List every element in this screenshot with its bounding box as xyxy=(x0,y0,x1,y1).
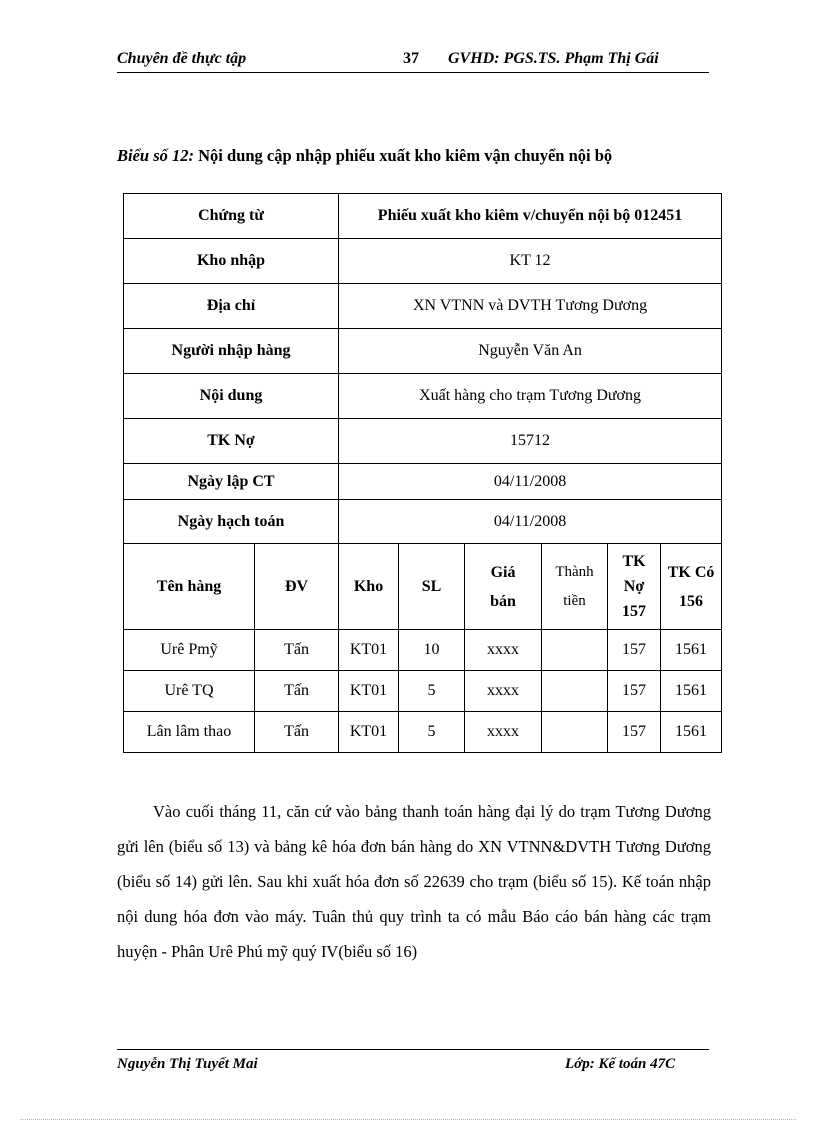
col-header-warehouse: Kho xyxy=(339,544,399,630)
cell-credit: 1561 xyxy=(661,630,722,671)
cell-debit: 157 xyxy=(608,671,661,712)
info-value: 04/11/2008 xyxy=(339,500,722,544)
col-header-debit xyxy=(608,544,661,630)
info-row xyxy=(124,464,722,500)
paragraph-text: Vào cuối tháng 11, căn cứ vào bảng thanh toán hàng đại lý do trạm Tương Dương gửi lên (biểu số 13) và bảng kê hóa đơn bán hàng do XN VTNN&DVTH Tương Dương (biểu số 14) gửi lên. Sau khi xuất hóa đơn số 22639 cho trạm (biểu số 15). Kế toán nhập nội dung hóa đơn vào máy. Tuân thủ quy trình ta có mẫu Báo cáo bán hàng các trạm huyện - Phân Urê Phú mỹ quý IV(biểu số 16) xyxy=(117,802,711,961)
page-number: 37 xyxy=(403,50,419,67)
cell-price: xxxx xyxy=(465,671,542,712)
info-row xyxy=(124,329,722,374)
col-header-amount-line1: Thành xyxy=(555,563,594,580)
header-advisor: GVHD: PGS.TS. Phạm Thị Gái xyxy=(448,50,659,67)
col-header-debit-line2: Nợ xyxy=(623,578,645,595)
cell-price: xxxx xyxy=(465,630,542,671)
info-row xyxy=(124,194,722,239)
cell-name: Lân lâm thao xyxy=(124,712,255,753)
col-header-amount xyxy=(542,544,608,630)
cell-qty: 5 xyxy=(399,712,465,753)
footer-author: Nguyễn Thị Tuyết Mai xyxy=(117,1056,258,1072)
col-header-credit xyxy=(661,544,722,630)
col-header-name: Tên hàng xyxy=(124,544,255,630)
info-row xyxy=(124,239,722,284)
info-row xyxy=(124,374,722,419)
cell-warehouse: KT01 xyxy=(339,630,399,671)
body-paragraph xyxy=(117,794,711,969)
col-header-unit: ĐV xyxy=(255,544,339,630)
table-row xyxy=(124,630,722,671)
table-row xyxy=(124,712,722,753)
info-label: Chứng từ xyxy=(124,194,339,239)
col-header-credit-line2: 156 xyxy=(679,592,704,610)
info-value: 04/11/2008 xyxy=(339,464,722,500)
caption-text: Nội dung cập nhập phiếu xuất kho kiêm vận chuyển nội bộ xyxy=(198,146,613,165)
info-value: 15712 xyxy=(339,419,722,464)
cell-amount xyxy=(542,712,608,753)
cell-credit: 1561 xyxy=(661,671,722,712)
col-header-price-line2: bán xyxy=(490,592,516,610)
col-header-price xyxy=(465,544,542,630)
cell-unit: Tấn xyxy=(255,712,339,753)
cell-unit: Tấn xyxy=(255,671,339,712)
col-header-debit-line3: 157 xyxy=(622,603,647,620)
cell-warehouse: KT01 xyxy=(339,712,399,753)
info-row xyxy=(124,284,722,329)
info-label: Kho nhập xyxy=(124,239,339,284)
info-value: KT 12 xyxy=(339,239,722,284)
cell-credit: 1561 xyxy=(661,712,722,753)
info-value: Nguyễn Văn An xyxy=(339,329,722,374)
cell-amount xyxy=(542,671,608,712)
cell-debit: 157 xyxy=(608,712,661,753)
info-label: Địa chỉ xyxy=(124,284,339,329)
caption-label: Biểu số 12: xyxy=(117,146,195,165)
cell-amount xyxy=(542,630,608,671)
col-header-qty: SL xyxy=(399,544,465,630)
info-row xyxy=(124,419,722,464)
cell-warehouse: KT01 xyxy=(339,671,399,712)
info-row xyxy=(124,500,722,544)
cell-unit: Tấn xyxy=(255,630,339,671)
info-label: Người nhập hàng xyxy=(124,329,339,374)
table-row xyxy=(124,671,722,712)
page-header xyxy=(117,48,709,73)
info-value: Phiếu xuất kho kiêm v/chuyển nội bộ 012451 xyxy=(339,194,722,239)
page-footer xyxy=(117,1049,709,1076)
cell-name: Urê TQ xyxy=(124,671,255,712)
cell-qty: 10 xyxy=(399,630,465,671)
bottom-divider xyxy=(20,1119,796,1120)
col-header-price-line1: Giá xyxy=(490,563,516,581)
info-value: Xuất hàng cho trạm Tương Dương xyxy=(339,374,722,419)
table-caption xyxy=(117,146,612,166)
info-label: Ngày hạch toán xyxy=(124,500,339,544)
info-value: XN VTNN và DVTH Tương Dương xyxy=(339,284,722,329)
info-label: Ngày lập CT xyxy=(124,464,339,500)
info-label: Nội dung xyxy=(124,374,339,419)
header-title: Chuyên đề thực tập xyxy=(117,50,247,67)
col-header-debit-line1: TK xyxy=(622,553,646,570)
col-header-credit-line1: TK Có xyxy=(667,563,715,581)
footer-class: Lớp: Kế toán 47C xyxy=(565,1056,676,1072)
cell-price: xxxx xyxy=(465,712,542,753)
voucher-table xyxy=(123,193,722,753)
cell-debit: 157 xyxy=(608,630,661,671)
cell-name: Urê Pmỹ xyxy=(124,630,255,671)
goods-header-row xyxy=(124,544,722,630)
cell-qty: 5 xyxy=(399,671,465,712)
col-header-amount-line2: tiền xyxy=(563,592,586,609)
info-label: TK Nợ xyxy=(124,419,339,464)
